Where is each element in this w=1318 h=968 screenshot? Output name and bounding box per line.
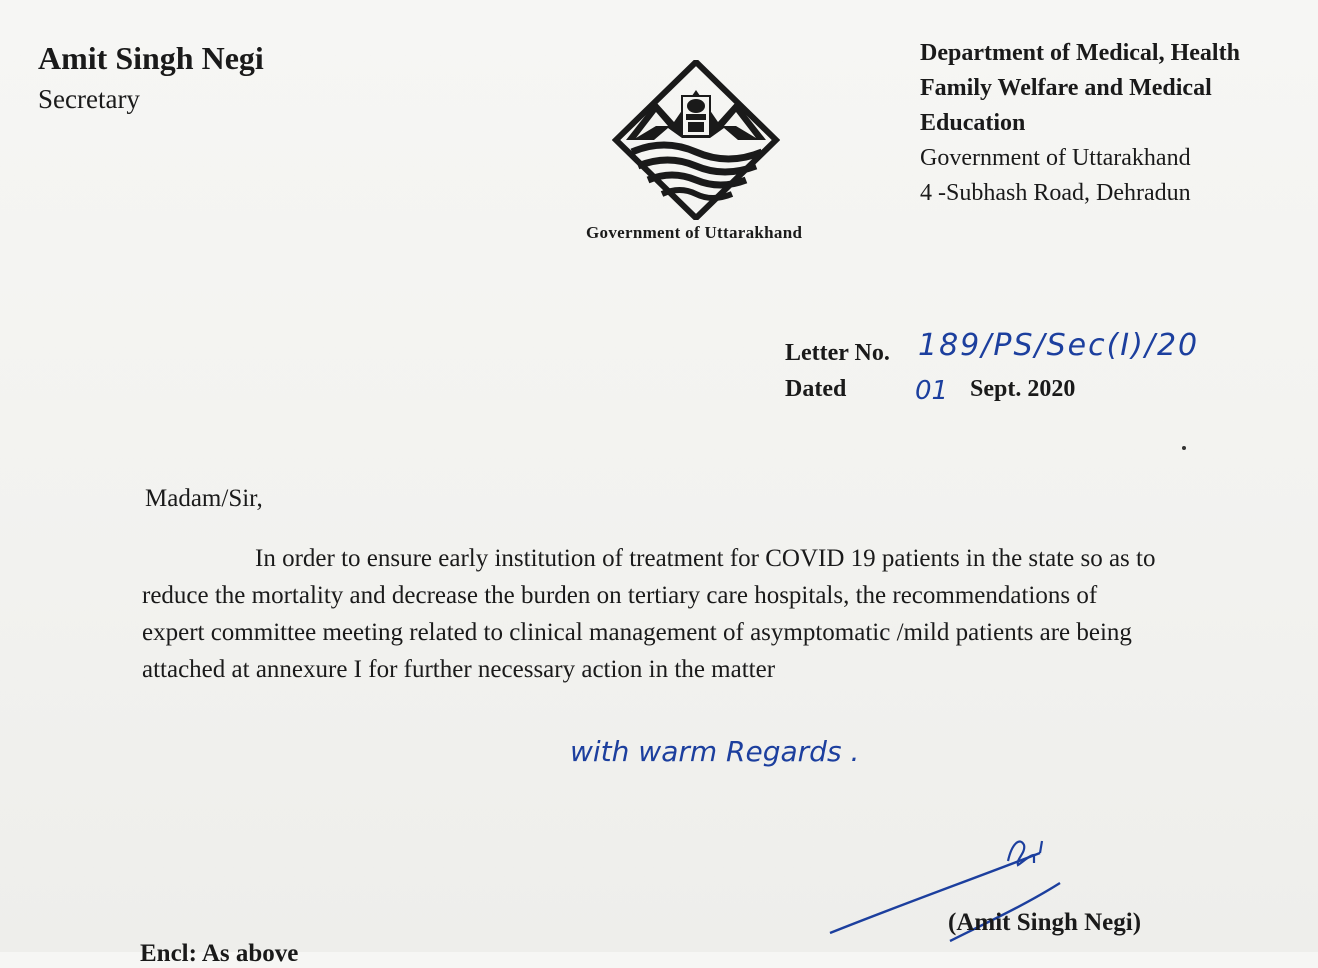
department-line: Family Welfare and Medical [920, 75, 1212, 101]
uttarakhand-state-emblem-icon [612, 60, 780, 220]
sender-name: Amit Singh Negi [38, 40, 264, 76]
department-address-block [920, 36, 1240, 211]
salutation: Madam/Sir, [145, 485, 263, 512]
department-line: Department of Medical, Health [920, 40, 1240, 66]
government-line: Government of Uttarakhand [920, 145, 1191, 171]
handwritten-closing: with warm Regards . [570, 735, 860, 768]
dated-label: Dated [785, 376, 847, 402]
sender-title: Secretary [38, 84, 140, 114]
letter-number-label: Letter No. [785, 340, 890, 366]
letter-number-value: 189/PS/Sec(I)/20 [918, 328, 1200, 363]
emblem-caption: Government of Uttarakhand [586, 223, 803, 242]
signatory-name: (Amit Singh Negi) [948, 909, 1142, 936]
dated-day-handwritten: 01 [915, 376, 949, 406]
body-paragraph: In order to ensure early institution of treatment for COVID 19 patients in the state so as to reduce the mortality and decrease the burden on tertiary care hospitals, the recommendations of expert committee meeting related to clinical management of asymptomatic /mild patients are being attached at annexure I for further necessary action in the matter [142, 545, 1156, 683]
dated-month-year: Sept. 2020 [970, 376, 1076, 402]
address-line: 4 -Subhash Road, Dehradun [920, 180, 1191, 206]
enclosure-line: Encl: As above [140, 940, 299, 967]
department-line: Education [920, 110, 1026, 136]
ink-dot [1182, 446, 1186, 450]
